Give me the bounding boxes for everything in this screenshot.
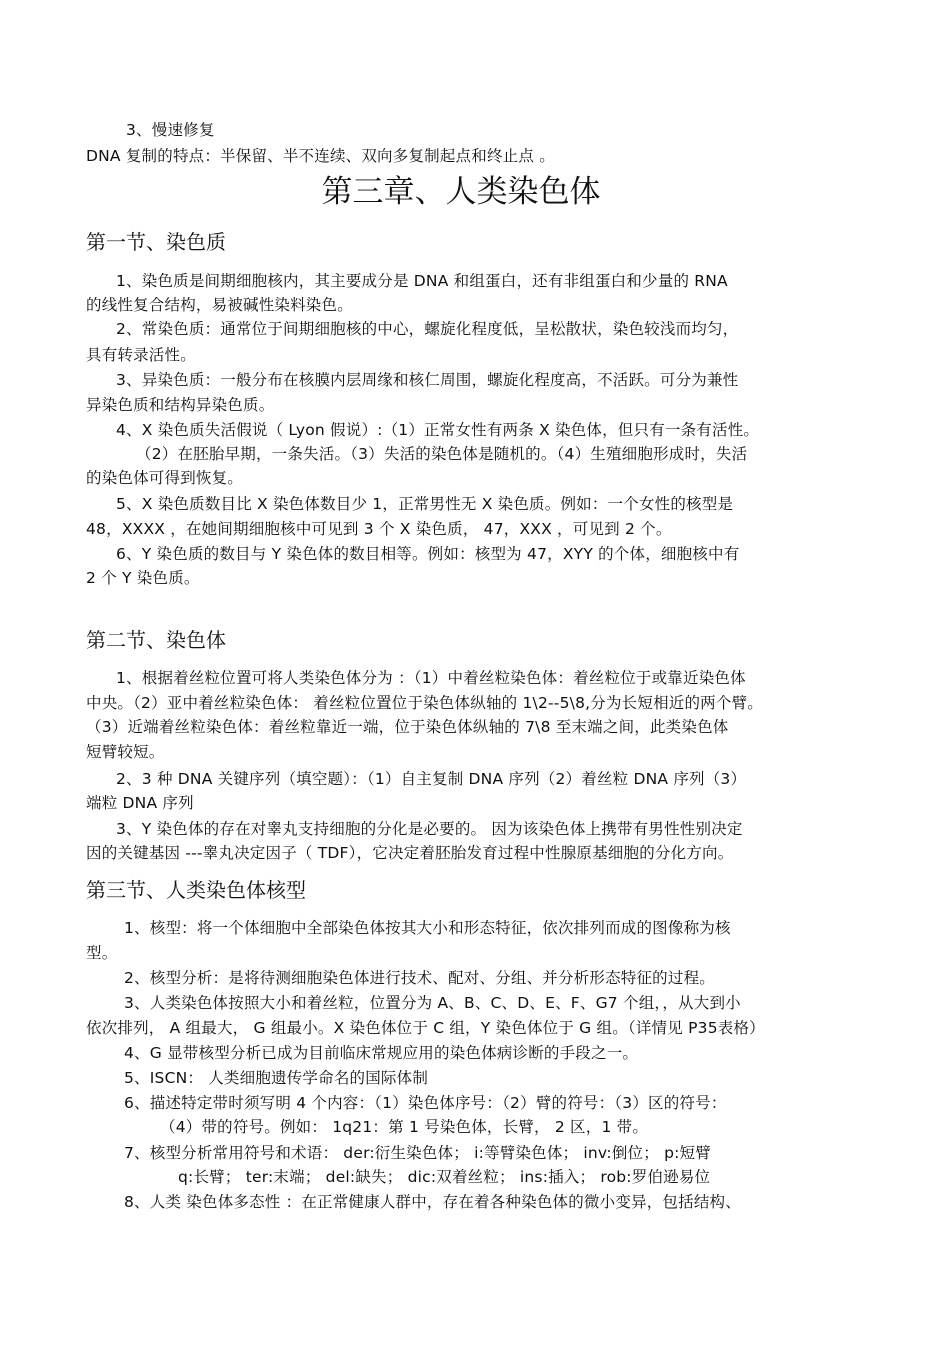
paragraph-line: 4、X 染色质失活假说（ Lyon 假说）:（1）正常女性有两条 X 染色体，但只有一条有活性。 bbox=[116, 421, 760, 439]
paragraph-line: 6、Y 染色质的数目与 Y 染色体的数目相等。例如：核型为 47，XYY 的个体，细胞核中有 bbox=[116, 545, 740, 563]
paragraph-line: 5、ISCN： 人类细胞遗传学命名的国际体制 bbox=[124, 1069, 429, 1087]
paragraph-line: 6、描述特定带时须写明 4 个内容：（1）染色体序号：（2）臂的符号：（3）区的符号： bbox=[124, 1094, 727, 1112]
paragraph-line: 型。 bbox=[86, 944, 118, 962]
paragraph-line: 2、核型分析：是将待测细胞染色体进行技术、配对、分组、并分析形态特征的过程。 bbox=[124, 969, 715, 987]
paragraph-line: 5、X 染色质数目比 X 染色体数目少 1，正常男性无 X 染色质。例如：一个女性的核型是 bbox=[116, 495, 734, 513]
section-title-karyotype: 第三节、人类染色体核型 bbox=[86, 878, 306, 902]
paragraph-line: 2 个 Y 染色质。 bbox=[86, 569, 200, 587]
paragraph-line: 因的关键基因 ---睾丸决定因子（ TDF），它决定着胚胎发育过程中性腺原基细胞的分化方向。 bbox=[86, 844, 734, 862]
intro-dna-replication-features: DNA 复制的特点：半保留、半不连续、双向多复制起点和终止点 。 bbox=[86, 147, 555, 165]
paragraph-line: 1、核型：将一个体细胞中全部染色体按其大小和形态特征，依次排列而成的图像称为核 bbox=[124, 919, 731, 937]
paragraph-line: 4、G 显带核型分析已成为目前临床常规应用的染色体病诊断的手段之一。 bbox=[124, 1044, 639, 1062]
paragraph-line: 2、常染色质：通常位于间期细胞核的中心，螺旋化程度低，呈松散状，染色较浅而均匀， bbox=[116, 320, 739, 338]
paragraph-line: q:长臂； ter:末端； del:缺失； dic:双着丝粒； ins:插入； rob:罗伯逊易位 bbox=[178, 1168, 711, 1186]
chapter-title: 第三章、人类染色体 bbox=[321, 174, 601, 210]
paragraph-line: （3）近端着丝粒染色体：着丝粒靠近一端，位于染色体纵轴的 7\8 至末端之间，此类染色体 bbox=[86, 718, 729, 736]
paragraph-line: 1、染色质是间期细胞核内，其主要成分是 DNA 和组蛋白，还有非组蛋白和少量的 RNA bbox=[116, 272, 728, 290]
paragraph-line: 中央。（2）亚中着丝粒染色体： 着丝粒位置位于染色体纵轴的 1\2--5\8,分为长短相近的两个臂。 bbox=[86, 694, 763, 712]
paragraph-line: 3、Y 染色体的存在对睾丸支持细胞的分化是必要的。 因为该染色体上携带有男性性别决定 bbox=[116, 820, 743, 838]
paragraph-line: 的染色体可得到恢复。 bbox=[86, 469, 244, 487]
paragraph-line: 端粒 DNA 序列 bbox=[86, 794, 194, 812]
paragraph-line: 依次排列， A 组最大， G 组最小。X 染色体位于 C 组，Y 染色体位于 G 组。（详情见 P35表格） bbox=[86, 1019, 765, 1037]
paragraph-line: 8、人类 染色体多态性 ：在正常健康人群中，存在着各种染色体的微小变异，包括结构、 bbox=[124, 1193, 741, 1211]
paragraph-line: 具有转录活性。 bbox=[86, 346, 196, 364]
section-title-chromosome: 第二节、染色体 bbox=[86, 628, 226, 652]
paragraph-line: 2、3 种 DNA 关键序列（填空题）：（1）自主复制 DNA 序列（2）着丝粒 DNA 序列（3） bbox=[116, 770, 747, 788]
paragraph-line: 3、异染色质：一般分布在核膜内层周缘和核仁周围，螺旋化程度高，不活跃。可分为兼性 bbox=[116, 371, 739, 389]
section-title-chromatin: 第一节、染色质 bbox=[86, 230, 226, 254]
paragraph-line: （4）带的符号。例如： 1q21：第 1 号染色体，长臂， 2 区，1 带。 bbox=[160, 1118, 649, 1136]
paragraph-line: 7、核型分析常用符号和术语： der:衍生染色体； i:等臂染色体； inv:倒位； p:短臂 bbox=[124, 1144, 711, 1162]
paragraph-line: （2）在胚胎早期，一条失活。（3）失活的染色体是随机的。（4）生殖细胞形成时，失活 bbox=[136, 445, 748, 463]
intro-item-slow-repair: 3、慢速修复 bbox=[126, 121, 215, 139]
paragraph-line: 的线性复合结构，易被碱性染料染色。 bbox=[86, 296, 353, 314]
paragraph-line: 异染色质和结构异染色质。 bbox=[86, 396, 275, 414]
paragraph-line: 1、根据着丝粒位置可将人类染色体分为 ：（1）中着丝粒染色体：着丝粒位于或靠近染色体 bbox=[116, 669, 746, 687]
paragraph-line: 3、人类染色体按照大小和着丝粒，位置分为 A、B、C、D、E、F、G7 个组，，从大到小 bbox=[124, 994, 741, 1012]
paragraph-line: 48，XXXX ，在她间期细胞核中可见到 3 个 X 染色质， 47，XXX ，可见到 2 个。 bbox=[86, 520, 672, 538]
paragraph-line: 短臂较短。 bbox=[86, 743, 165, 761]
